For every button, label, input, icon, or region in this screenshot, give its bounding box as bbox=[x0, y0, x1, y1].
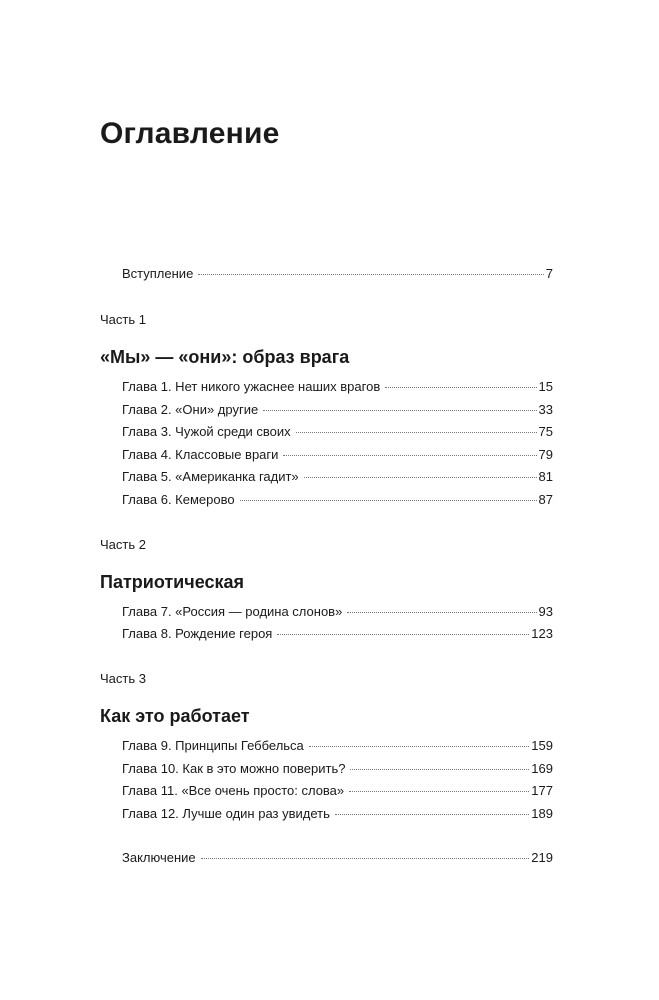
dot-leader bbox=[347, 612, 536, 613]
toc-entry-chapter-11[interactable] bbox=[122, 781, 553, 801]
toc-entry-page: 79 bbox=[538, 447, 553, 462]
dot-leader bbox=[350, 769, 529, 770]
toc-entry-chapter-3[interactable] bbox=[122, 422, 553, 442]
part-2-label: Часть 2 bbox=[100, 537, 146, 552]
toc-entry-page: 93 bbox=[538, 604, 553, 619]
page-title: Оглавление bbox=[100, 117, 280, 150]
toc-entry-intro[interactable] bbox=[122, 264, 553, 284]
toc-entry-label: Глава 7. «Россия — родина слонов» bbox=[122, 604, 343, 619]
toc-entry-page: 33 bbox=[538, 402, 553, 417]
toc-entry-chapter-7[interactable] bbox=[122, 602, 553, 622]
part-3-label: Часть 3 bbox=[100, 671, 146, 686]
toc-entry-page: 177 bbox=[531, 783, 553, 798]
toc-entry-label: Глава 1. Нет никого ужаснее наших врагов bbox=[122, 379, 381, 394]
toc-entry-label: Вступление bbox=[122, 266, 194, 281]
toc-entry-chapter-5[interactable] bbox=[122, 467, 553, 487]
toc-entry-page: 7 bbox=[545, 266, 553, 281]
dot-leader bbox=[283, 455, 536, 456]
toc-entry-label: Глава 9. Принципы Геббельса bbox=[122, 738, 304, 753]
toc-entry-chapter-6[interactable] bbox=[122, 490, 553, 510]
toc-entry-page: 169 bbox=[531, 761, 553, 776]
dot-leader bbox=[201, 858, 530, 859]
toc-entry-chapter-1[interactable] bbox=[122, 377, 553, 397]
toc-entry-chapter-2[interactable] bbox=[122, 400, 553, 420]
toc-entry-label: Глава 2. «Они» другие bbox=[122, 402, 259, 417]
toc-entry-chapter-10[interactable] bbox=[122, 759, 553, 779]
part-2-title: Патриотическая bbox=[100, 572, 245, 592]
toc-entry-label: Глава 11. «Все очень просто: слова» bbox=[122, 783, 345, 798]
dot-leader bbox=[349, 791, 529, 792]
toc-entry-page: 219 bbox=[531, 850, 553, 865]
toc-entry-chapter-4[interactable] bbox=[122, 445, 553, 465]
toc-entry-label: Глава 10. Как в это можно поверить? bbox=[122, 761, 346, 776]
dot-leader bbox=[304, 477, 537, 478]
toc-entry-label: Заключение bbox=[122, 850, 196, 865]
dot-leader bbox=[277, 634, 529, 635]
toc-entry-page: 81 bbox=[538, 469, 553, 484]
dot-leader bbox=[385, 387, 536, 388]
dot-leader bbox=[296, 432, 537, 433]
dot-leader bbox=[335, 814, 529, 815]
dot-leader bbox=[198, 274, 543, 275]
dot-leader bbox=[240, 500, 537, 501]
toc-entry-chapter-12[interactable] bbox=[122, 804, 553, 824]
dot-leader bbox=[309, 746, 530, 747]
toc-entry-label: Глава 5. «Американка гадит» bbox=[122, 469, 299, 484]
toc-entry-page: 189 bbox=[531, 806, 553, 821]
toc-entry-label: Глава 12. Лучше один раз увидеть bbox=[122, 806, 330, 821]
toc-entry-chapter-8[interactable] bbox=[122, 624, 553, 644]
toc-entry-page: 15 bbox=[538, 379, 553, 394]
toc-entry-conclusion[interactable] bbox=[122, 848, 553, 868]
part-1-title: «Мы» — «они»: образ врага bbox=[100, 347, 350, 367]
toc-entry-label: Глава 3. Чужой среди своих bbox=[122, 424, 291, 439]
part-3-title: Как это работает bbox=[100, 706, 250, 726]
toc-entry-chapter-9[interactable] bbox=[122, 736, 553, 756]
toc-entry-page: 75 bbox=[538, 424, 553, 439]
toc-entry-label: Глава 8. Рождение героя bbox=[122, 626, 273, 641]
toc-entry-label: Глава 4. Классовые враги bbox=[122, 447, 279, 462]
part-1-label: Часть 1 bbox=[100, 312, 146, 327]
dot-leader bbox=[263, 410, 536, 411]
toc-entry-page: 159 bbox=[531, 738, 553, 753]
toc-entry-label: Глава 6. Кемерово bbox=[122, 492, 235, 507]
toc-entry-page: 123 bbox=[531, 626, 553, 641]
toc-entry-page: 87 bbox=[538, 492, 553, 507]
